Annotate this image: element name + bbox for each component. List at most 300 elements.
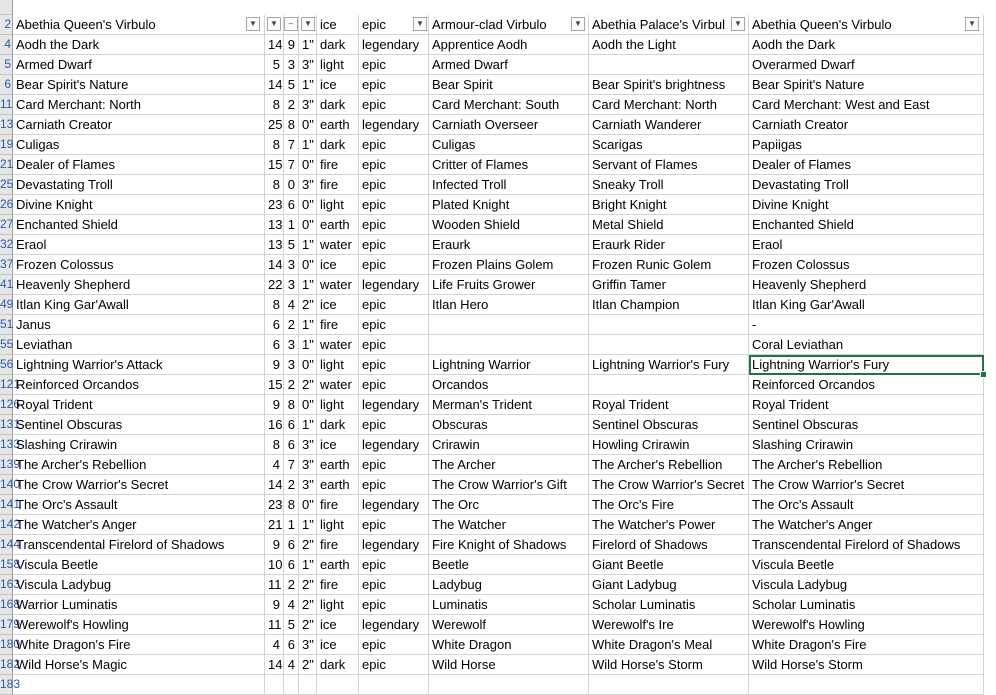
cell-cost[interactable]: 9 [265,535,284,555]
row-number[interactable]: 121 [0,375,13,395]
row-number[interactable]: 21 [0,155,13,175]
cell-rarity[interactable]: epic [359,455,429,475]
cell-attack[interactable]: 9 [284,35,299,55]
cell-element[interactable]: fire [317,535,359,555]
cell-rarity[interactable]: epic [359,215,429,235]
cell-element[interactable]: fire [317,175,359,195]
cell-rarity[interactable]: epic [359,655,429,675]
cell-stage1-name[interactable]: Werewolf [429,615,589,635]
cell-health[interactable] [299,675,317,695]
row-number[interactable]: 11 [0,95,13,115]
cell-card-name[interactable]: The Crow Warrior's Secret [13,475,265,495]
cell-stage2-name[interactable]: Frozen Runic Golem [589,255,749,275]
cell-element[interactable]: earth [317,475,359,495]
cell-health[interactable]: 1" [299,515,317,535]
cell-stage2-name[interactable] [589,675,749,695]
cell-attack[interactable]: 6 [284,435,299,455]
cell-element[interactable]: light [317,515,359,535]
header-rarity[interactable] [359,15,429,35]
row-number[interactable]: 126 [0,395,13,415]
cell-cost[interactable]: 22 [265,275,284,295]
cell-element[interactable]: fire [317,315,359,335]
cell-card-name[interactable]: Sentinel Obscuras [13,415,265,435]
cell-rarity[interactable]: epic [359,95,429,115]
cell-cost[interactable]: 15 [265,375,284,395]
cell-rarity[interactable]: legendary [359,535,429,555]
cell-card-name[interactable]: Lightning Warrior's Attack [13,355,265,375]
cell-cost[interactable]: 9 [265,395,284,415]
cell-attack[interactable]: 5 [284,235,299,255]
cell-stage3-name[interactable]: Overarmed Dwarf [749,55,984,75]
row-number[interactable]: 56 [0,355,13,375]
cell-rarity[interactable]: epic [359,75,429,95]
cell-attack[interactable]: 7 [284,455,299,475]
cell-rarity[interactable]: epic [359,335,429,355]
cell-cost[interactable]: 8 [265,435,284,455]
cell-stage2-name[interactable] [589,315,749,335]
cell-attack[interactable]: 3 [284,355,299,375]
cell-rarity[interactable]: legendary [359,615,429,635]
cell-stage3-name[interactable]: Devastating Troll [749,175,984,195]
cell-stage2-name[interactable]: Servant of Flames [589,155,749,175]
cell-stage1-name[interactable]: Card Merchant: South [429,95,589,115]
cell-card-name[interactable]: Aodh the Dark [13,35,265,55]
cell-cost[interactable]: 8 [265,135,284,155]
cell-health[interactable]: 1" [299,335,317,355]
cell-stage3-name[interactable]: Carniath Creator [749,115,984,135]
cell-stage1-name[interactable]: The Archer [429,455,589,475]
cell-element[interactable]: water [317,275,359,295]
cell-rarity[interactable]: epic [359,375,429,395]
cell-health[interactable]: 1" [299,415,317,435]
header-stage2[interactable] [589,15,749,35]
cell-stage3-name[interactable]: Papiigas [749,135,984,155]
cell-attack[interactable]: 8 [284,495,299,515]
cell-stage2-name[interactable]: Wild Horse's Storm [589,655,749,675]
cell-rarity[interactable]: legendary [359,35,429,55]
cell-card-name[interactable]: Eraol [13,235,265,255]
row-number[interactable]: 26 [0,195,13,215]
cell-health[interactable]: 0" [299,395,317,415]
cell-stage2-name[interactable]: Lightning Warrior's Fury [589,355,749,375]
cell-cost[interactable]: 25 [265,115,284,135]
cell-stage1-name[interactable]: Obscuras [429,415,589,435]
fill-handle[interactable] [980,371,987,378]
row-number[interactable]: 142 [0,515,13,535]
cell-health[interactable]: 2" [299,615,317,635]
cell-element[interactable]: light [317,55,359,75]
cell-attack[interactable]: 6 [284,555,299,575]
cell-rarity[interactable]: epic [359,595,429,615]
cell-health[interactable]: 1" [299,75,317,95]
cell-cost[interactable]: 9 [265,595,284,615]
cell-rarity[interactable]: legendary [359,495,429,515]
cell-stage3-name[interactable]: The Archer's Rebellion [749,455,984,475]
cell-cost[interactable]: 13 [265,215,284,235]
row-number[interactable]: 41 [0,275,13,295]
cell-rarity[interactable]: epic [359,355,429,375]
cell-stage2-name[interactable]: Card Merchant: North [589,95,749,115]
cell-stage2-name[interactable]: Scholar Luminatis [589,595,749,615]
cell-stage2-name[interactable]: Griffin Tamer [589,275,749,295]
cell-attack[interactable]: 4 [284,655,299,675]
cell-rarity[interactable]: epic [359,55,429,75]
filter-active-icon[interactable]: ▼ [413,17,427,31]
filter-dropdown-icon[interactable]: ▼ [965,17,979,31]
cell-stage1-name[interactable]: Apprentice Aodh [429,35,589,55]
cell-health[interactable]: 3" [299,435,317,455]
cell-stage2-name[interactable] [589,335,749,355]
cell-cost[interactable]: 14 [265,35,284,55]
cell-stage1-name[interactable]: Life Fruits Grower [429,275,589,295]
cell-rarity[interactable]: legendary [359,395,429,415]
row-number[interactable]: 4 [0,35,13,55]
cell-rarity[interactable]: legendary [359,115,429,135]
cell-rarity[interactable]: epic [359,175,429,195]
cell-card-name[interactable]: Itlan King Gar'Awall [13,295,265,315]
cell-rarity[interactable]: epic [359,195,429,215]
cell-element[interactable]: light [317,595,359,615]
cell-card-name[interactable]: The Watcher's Anger [13,515,265,535]
cell-attack[interactable]: 3 [284,55,299,75]
cell-stage1-name[interactable]: Infected Troll [429,175,589,195]
cell-stage1-name[interactable]: The Crow Warrior's Gift [429,475,589,495]
cell-card-name[interactable]: Card Merchant: North [13,95,265,115]
cell-attack[interactable]: 2 [284,315,299,335]
header-stage1[interactable] [429,15,589,35]
cell-cost[interactable]: 5 [265,55,284,75]
header-col-c[interactable] [284,15,299,35]
cell-element[interactable]: light [317,195,359,215]
cell-cost[interactable]: 8 [265,175,284,195]
cell-rarity[interactable]: epic [359,415,429,435]
cell-stage2-name[interactable]: Bright Knight [589,195,749,215]
cell-attack[interactable]: 6 [284,635,299,655]
cell-cost[interactable]: 21 [265,515,284,535]
cell-stage2-name[interactable]: Scarigas [589,135,749,155]
cell-stage2-name[interactable]: Royal Trident [589,395,749,415]
cell-element[interactable]: ice [317,615,359,635]
cell-stage2-name[interactable]: Eraurk Rider [589,235,749,255]
cell-stage3-name[interactable]: Bear Spirit's Nature [749,75,984,95]
cell-health[interactable]: 0" [299,255,317,275]
row-number[interactable]: 158 [0,555,13,575]
cell-card-name[interactable]: Transcendental Firelord of Shadows [13,535,265,555]
cell-element[interactable]: ice [317,295,359,315]
cell-stage3-name[interactable] [749,675,984,695]
cell-card-name[interactable]: Dealer of Flames [13,155,265,175]
cell-stage2-name[interactable]: The Crow Warrior's Secret [589,475,749,495]
cell-element[interactable]: dark [317,35,359,55]
row-number[interactable]: 25 [0,175,13,195]
cell-stage2-name[interactable]: The Archer's Rebellion [589,455,749,475]
cell-cost[interactable]: 23 [265,495,284,515]
cell-card-name[interactable]: Viscula Ladybug [13,575,265,595]
cell-card-name[interactable]: Wild Horse's Magic [13,655,265,675]
header-name[interactable] [13,15,265,35]
cell-card-name[interactable]: Heavenly Shepherd [13,275,265,295]
cell-stage2-name[interactable] [589,55,749,75]
cell-stage3-name[interactable]: Eraol [749,235,984,255]
cell-rarity[interactable]: epic [359,295,429,315]
cell-cost[interactable]: 11 [265,615,284,635]
cell-stage2-name[interactable]: The Watcher's Power [589,515,749,535]
cell-stage3-name[interactable]: Heavenly Shepherd [749,275,984,295]
cell-attack[interactable]: 3 [284,275,299,295]
cell-stage3-name[interactable]: Royal Trident [749,395,984,415]
cell-card-name[interactable]: Devastating Troll [13,175,265,195]
cell-stage1-name[interactable]: Eraurk [429,235,589,255]
cell-stage1-name[interactable]: Beetle [429,555,589,575]
cell-attack[interactable]: 3 [284,335,299,355]
cell-stage3-name[interactable]: Viscula Ladybug [749,575,984,595]
cell-health[interactable]: 1" [299,275,317,295]
cell-stage2-name[interactable]: Bear Spirit's brightness [589,75,749,95]
cell-stage3-name[interactable]: Itlan King Gar'Awall [749,295,984,315]
cell-card-name[interactable]: The Archer's Rebellion [13,455,265,475]
cell-stage1-name[interactable]: The Orc [429,495,589,515]
cell-cost[interactable]: 23 [265,195,284,215]
cell-stage1-name[interactable]: Ladybug [429,575,589,595]
cell-stage1-name[interactable]: Frozen Plains Golem [429,255,589,275]
cell-cost[interactable]: 14 [265,655,284,675]
cell-health[interactable]: 1" [299,235,317,255]
cell-element[interactable]: dark [317,95,359,115]
cell-card-name[interactable]: Culigas [13,135,265,155]
cell-stage3-name[interactable]: Aodh the Dark [749,35,984,55]
cell-attack[interactable]: 7 [284,135,299,155]
cell-attack[interactable]: 5 [284,75,299,95]
cell-stage3-name[interactable]: Scholar Luminatis [749,595,984,615]
cell-stage2-name[interactable]: Firelord of Shadows [589,535,749,555]
cell-health[interactable]: 3" [299,455,317,475]
cell-card-name[interactable]: Carniath Creator [13,115,265,135]
cell-stage3-name[interactable]: The Watcher's Anger [749,515,984,535]
cell-health[interactable]: 0" [299,495,317,515]
cell-stage2-name[interactable]: Sneaky Troll [589,175,749,195]
cell-stage3-name[interactable]: White Dragon's Fire [749,635,984,655]
cell-attack[interactable]: 7 [284,155,299,175]
cell-stage3-name[interactable]: Coral Leviathan [749,335,984,355]
filter-dropdown-icon[interactable]: ▼ [571,17,585,31]
cell-stage3-name[interactable]: Transcendental Firelord of Shadows [749,535,984,555]
cell-stage1-name[interactable]: Plated Knight [429,195,589,215]
cell-element[interactable]: light [317,355,359,375]
row-number[interactable]: 168 [0,595,13,615]
cell-card-name[interactable]: Warrior Luminatis [13,595,265,615]
cell-stage2-name[interactable]: White Dragon's Meal [589,635,749,655]
cell-rarity[interactable]: epic [359,575,429,595]
cell-stage3-name[interactable]: Reinforced Orcandos [749,375,984,395]
cell-card-name[interactable]: Janus [13,315,265,335]
cell-element[interactable]: earth [317,455,359,475]
cell-card-name[interactable]: Bear Spirit's Nature [13,75,265,95]
cell-stage1-name[interactable]: Bear Spirit [429,75,589,95]
cell-element[interactable]: ice [317,75,359,95]
row-number[interactable]: 49 [0,295,13,315]
cell-health[interactable]: 0" [299,155,317,175]
cell-element[interactable]: light [317,395,359,415]
filter-dropdown-icon[interactable]: ▼ [301,17,315,31]
header-col-b[interactable] [265,15,284,35]
row-number[interactable]: 144 [0,535,13,555]
cell-attack[interactable]: 6 [284,195,299,215]
row-number[interactable]: 182 [0,655,13,675]
row-number[interactable]: 55 [0,335,13,355]
cell-attack[interactable]: 4 [284,595,299,615]
filter-dropdown-icon[interactable]: ▼ [267,17,281,31]
cell-stage1-name[interactable]: Culigas [429,135,589,155]
cell-rarity[interactable]: legendary [359,435,429,455]
cell-stage1-name[interactable]: Orcandos [429,375,589,395]
cell-element[interactable]: ice [317,635,359,655]
cell-element[interactable]: earth [317,215,359,235]
row-number[interactable]: 13 [0,115,13,135]
row-number[interactable]: 6 [0,75,13,95]
cell-stage1-name[interactable]: Itlan Hero [429,295,589,315]
cell-card-name[interactable]: Armed Dwarf [13,55,265,75]
cell-health[interactable]: 1" [299,135,317,155]
cell-attack[interactable]: 3 [284,255,299,275]
cell-element[interactable]: fire [317,495,359,515]
cell-stage1-name[interactable] [429,675,589,695]
row-number[interactable]: 163 [0,575,13,595]
cell-element[interactable]: water [317,235,359,255]
cell-element[interactable]: dark [317,655,359,675]
row-number[interactable]: 37 [0,255,13,275]
cell-cost[interactable]: 14 [265,475,284,495]
header-col-d[interactable] [299,15,317,35]
cell-stage3-name[interactable]: Werewolf's Howling [749,615,984,635]
cell-element[interactable]: dark [317,135,359,155]
row-number[interactable]: 141 [0,495,13,515]
cell-attack[interactable]: 2 [284,475,299,495]
cell-cost[interactable]: 4 [265,635,284,655]
cell-card-name[interactable]: Slashing Crirawin [13,435,265,455]
cell-card-name[interactable]: Royal Trident [13,395,265,415]
cell-health[interactable]: 0" [299,355,317,375]
cell-attack[interactable]: 2 [284,575,299,595]
cell-health[interactable]: 3" [299,95,317,115]
cell-stage1-name[interactable]: Carniath Overseer [429,115,589,135]
cell-stage1-name[interactable]: Lightning Warrior [429,355,589,375]
cell-stage1-name[interactable]: Fire Knight of Shadows [429,535,589,555]
cell-cost[interactable] [265,675,284,695]
cell-stage2-name[interactable]: Werewolf's Ire [589,615,749,635]
filter-dropdown-icon[interactable]: ▼ [246,17,260,31]
cell-stage3-name[interactable]: The Crow Warrior's Secret [749,475,984,495]
cell-card-name[interactable]: Divine Knight [13,195,265,215]
cell-rarity[interactable]: epic [359,555,429,575]
cell-health[interactable]: 2" [299,575,317,595]
cell-stage3-name[interactable]: Dealer of Flames [749,155,984,175]
cell-element[interactable]: dark [317,415,359,435]
row-number[interactable]: 2 [0,15,13,35]
cell-attack[interactable]: 8 [284,395,299,415]
cell-cost[interactable]: 14 [265,255,284,275]
filter-dropdown-icon[interactable]: ▼ [731,17,745,31]
cell-stage1-name[interactable] [429,315,589,335]
cell-stage3-name[interactable]: Slashing Crirawin [749,435,984,455]
header-element[interactable] [317,15,359,35]
cell-health[interactable]: 3" [299,635,317,655]
cell-element[interactable]: ice [317,255,359,275]
cell-health[interactable]: 1" [299,35,317,55]
row-number[interactable]: 179 [0,615,13,635]
cell-health[interactable]: 2" [299,375,317,395]
cell-health[interactable]: 3" [299,55,317,75]
cell-card-name[interactable]: Reinforced Orcandos [13,375,265,395]
cell-stage1-name[interactable] [429,335,589,355]
cell-stage3-name[interactable]: - [749,315,984,335]
cell-element[interactable] [317,675,359,695]
cell-health[interactable]: 2" [299,295,317,315]
cell-health[interactable]: 0" [299,215,317,235]
cell-element[interactable]: water [317,335,359,355]
cell-element[interactable]: fire [317,575,359,595]
cell-cost[interactable]: 15 [265,155,284,175]
cell-stage3-name[interactable]: Wild Horse's Storm [749,655,984,675]
cell-rarity[interactable]: epic [359,515,429,535]
cell-health[interactable]: 2" [299,595,317,615]
cell-stage3-name[interactable]: Divine Knight [749,195,984,215]
cell-attack[interactable]: 6 [284,535,299,555]
cell-attack[interactable]: 8 [284,115,299,135]
cell-stage3-name[interactable]: Frozen Colossus [749,255,984,275]
cell-stage1-name[interactable]: Wild Horse [429,655,589,675]
cell-stage1-name[interactable]: White Dragon [429,635,589,655]
cell-attack[interactable]: 0 [284,175,299,195]
cell-stage2-name[interactable]: Giant Beetle [589,555,749,575]
cell-stage2-name[interactable]: The Orc's Fire [589,495,749,515]
cell-stage3-name[interactable]: Enchanted Shield [749,215,984,235]
cell-card-name[interactable]: Werewolf's Howling [13,615,265,635]
cell-cost[interactable]: 13 [265,235,284,255]
cell-stage3-name[interactable]: Sentinel Obscuras [749,415,984,435]
cell-element[interactable]: ice [317,435,359,455]
cell-cost[interactable]: 8 [265,295,284,315]
cell-rarity[interactable]: epic [359,315,429,335]
cell-rarity[interactable]: epic [359,155,429,175]
row-number[interactable]: 5 [0,55,13,75]
cell-element[interactable]: fire [317,155,359,175]
cell-health[interactable]: 2" [299,535,317,555]
cell-attack[interactable]: 2 [284,375,299,395]
cell-stage2-name[interactable]: Itlan Champion [589,295,749,315]
cell-rarity[interactable] [359,675,429,695]
cell-stage1-name[interactable]: Wooden Shield [429,215,589,235]
row-number[interactable]: 133 [0,435,13,455]
header-stage3[interactable] [749,15,984,35]
cell-stage1-name[interactable]: Armed Dwarf [429,55,589,75]
filter-minus-icon[interactable]: – [284,17,298,31]
cell-card-name[interactable] [13,675,265,695]
cell-stage3-name[interactable]: Viscula Beetle [749,555,984,575]
row-number[interactable]: 131 [0,415,13,435]
cell-attack[interactable]: 6 [284,415,299,435]
cell-cost[interactable]: 6 [265,315,284,335]
cell-health[interactable]: 3" [299,175,317,195]
cell-stage3-name[interactable]: Card Merchant: West and East [749,95,984,115]
cell-cost[interactable]: 4 [265,455,284,475]
cell-health[interactable]: 3" [299,475,317,495]
cell-card-name[interactable]: Leviathan [13,335,265,355]
cell-health[interactable]: 0" [299,195,317,215]
cell-attack[interactable]: 2 [284,95,299,115]
row-number[interactable]: 140 [0,475,13,495]
cell-attack[interactable]: 4 [284,295,299,315]
cell-attack[interactable]: 5 [284,615,299,635]
